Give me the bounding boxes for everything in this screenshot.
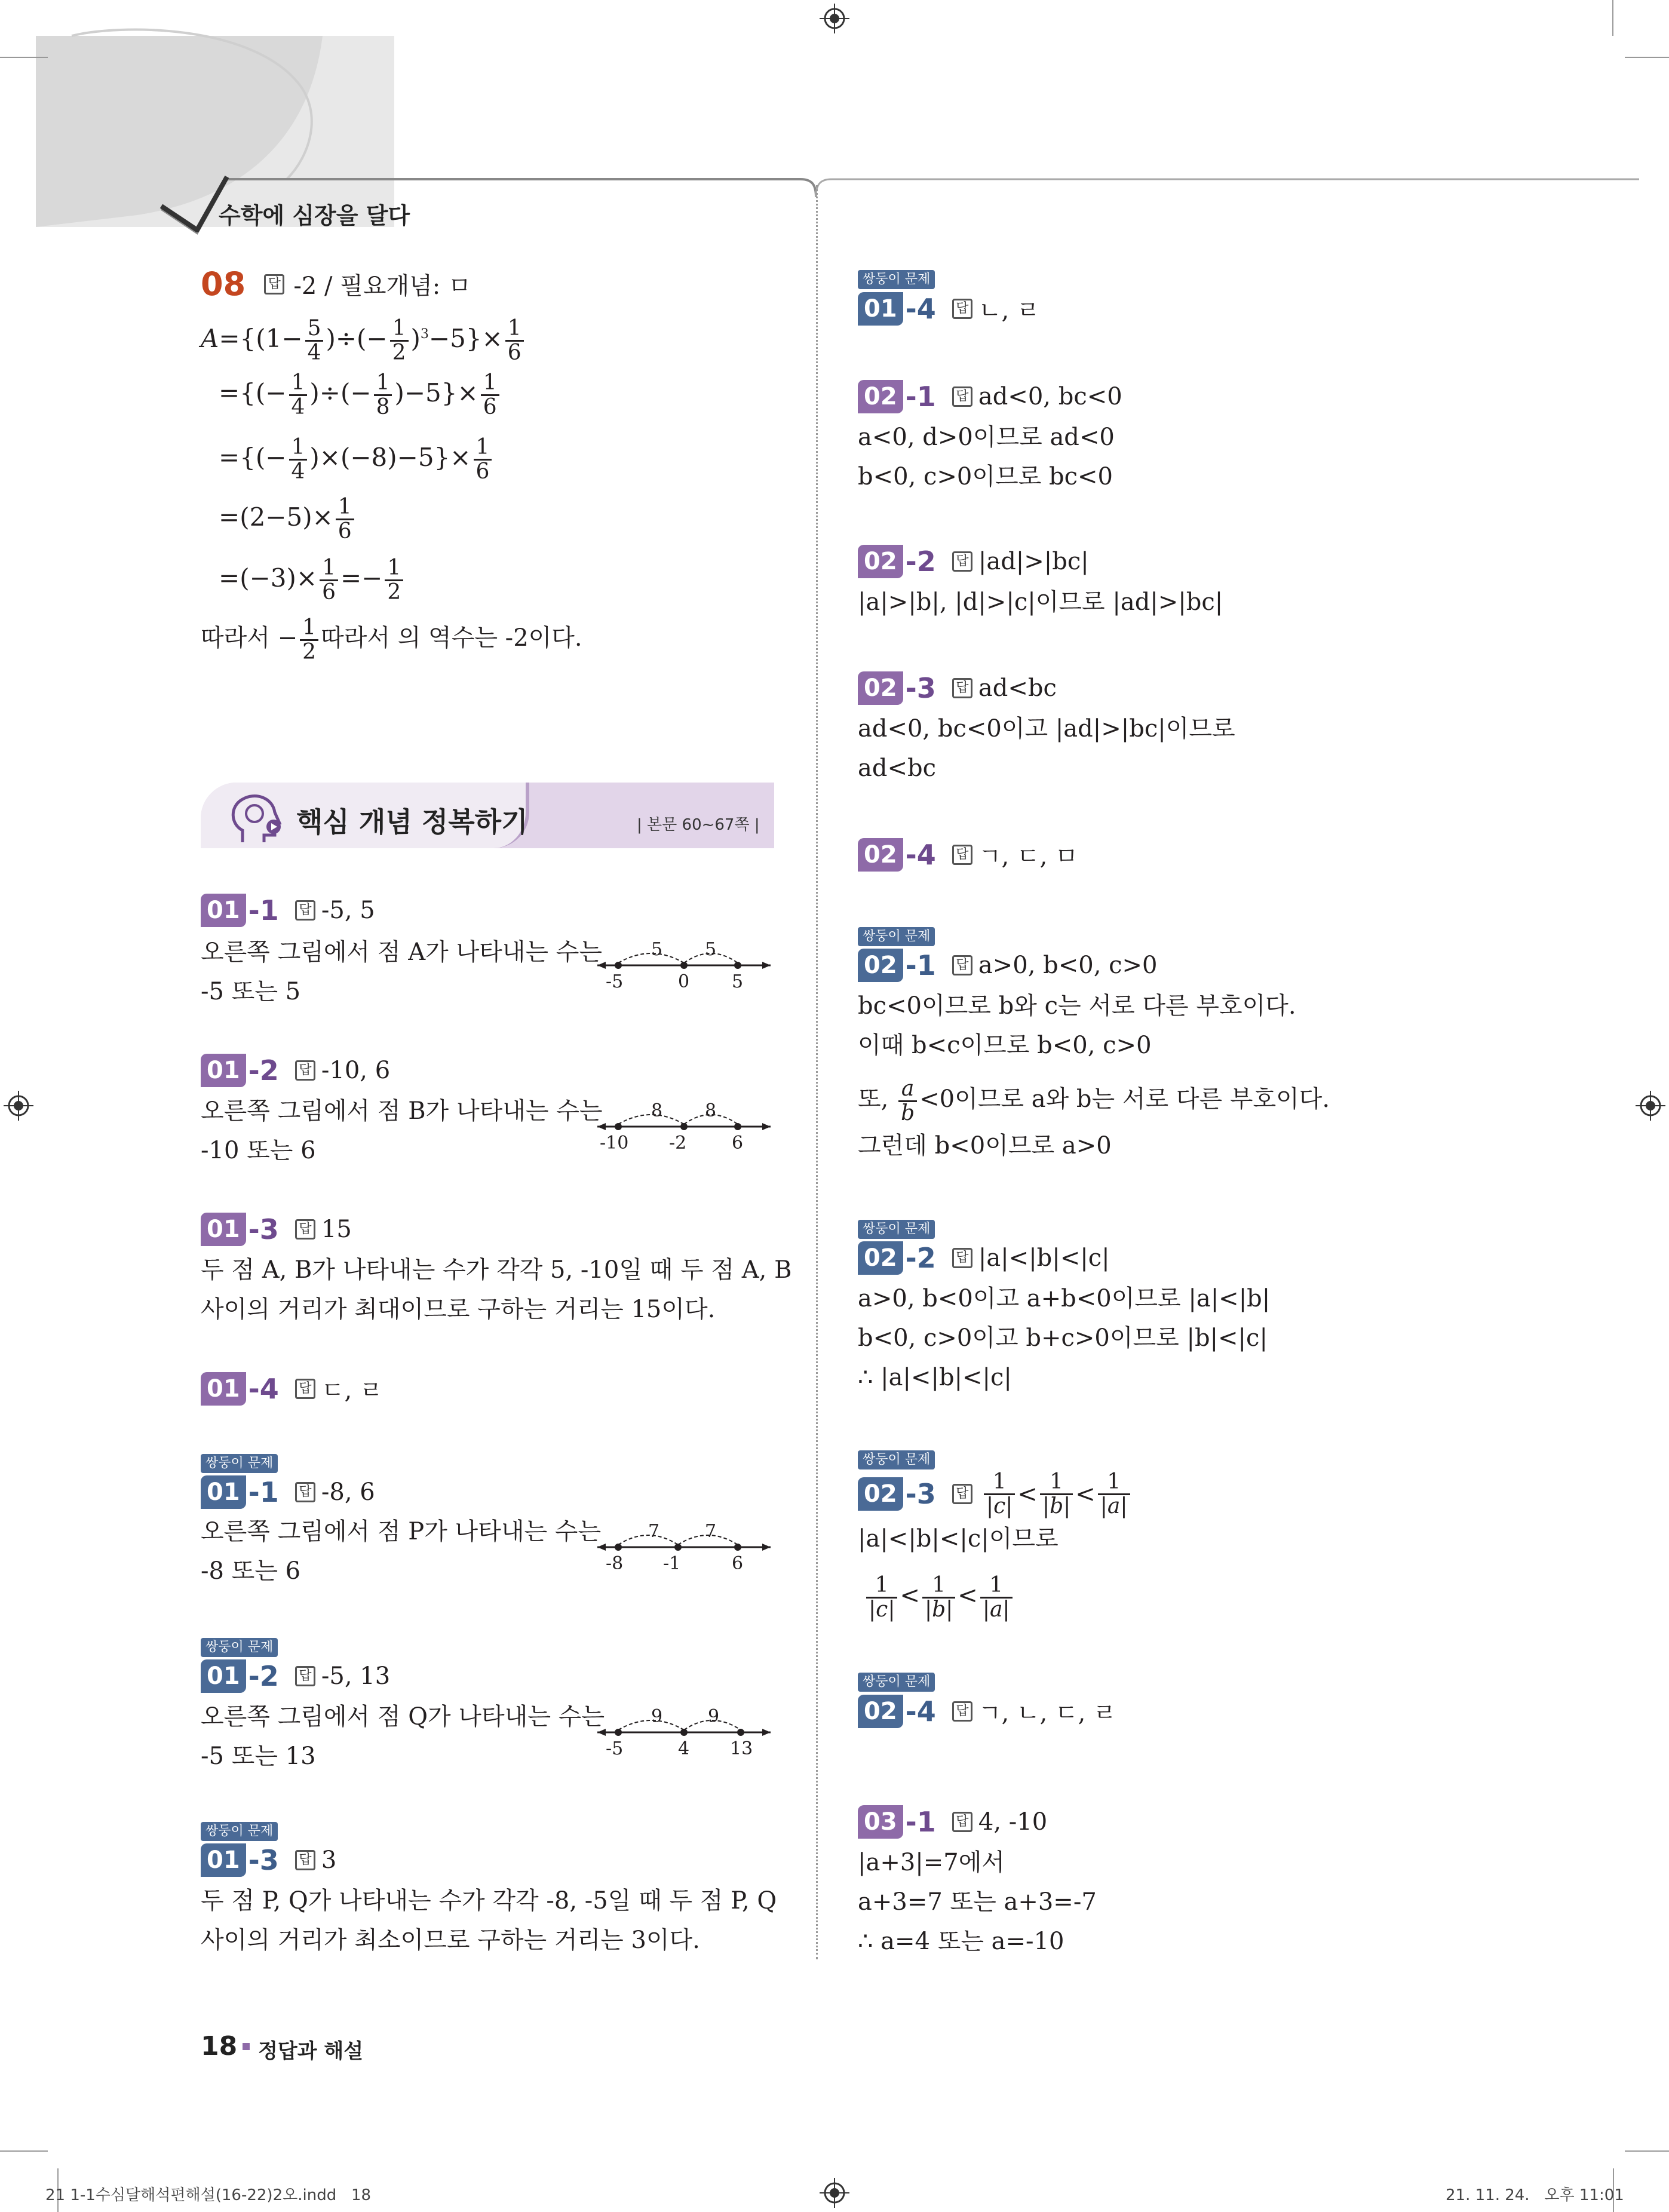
item-text: ∴ a=4 또는 a=-10 (858, 1928, 1064, 1955)
q08-eq-3: ={(− $\frac{1}{4}$ )×(−8)−5}× $\frac{1}{6}$ (219, 434, 494, 483)
item-answer: |a|<|b|<|c| (978, 1244, 1110, 1272)
item-answer: ad<0, bc<0 (978, 383, 1122, 410)
answer-icon: 답 (264, 274, 284, 294)
item-answer: ㄴ, ㄹ (978, 297, 1040, 324)
item-twin-02-3: 02 -3 답 $\frac{1}{|c|}$ < $\frac{1}{|b|}$ < $\frac{1}{|a|}$ (858, 1471, 1133, 1518)
registration-mark-icon (820, 2178, 849, 2208)
brain-head-icon (225, 789, 284, 848)
q08-answer: -2 / 필요개념: ㅁ (293, 272, 471, 300)
item-sub: -3 (905, 672, 936, 704)
item-01-4 (201, 1372, 383, 1407)
item-text: bc<0이므로 b와 c는 서로 다른 부호이다. (858, 992, 1296, 1020)
number-line-tick: 5 (732, 971, 744, 992)
item-sub: -4 (905, 1695, 936, 1728)
item-sub: -1 (905, 1806, 936, 1838)
item-answer: ad<bc (978, 674, 1057, 702)
twin-problem-badge: 쌍둥이 문제 (201, 1454, 278, 1473)
item-twin-02-4 (858, 1694, 1116, 1730)
q08-conclusion-text: 따라서 의 역수는 -2이다. (321, 624, 582, 652)
answer-icon: 답 (295, 1666, 315, 1686)
item-sub: -2 (905, 1242, 936, 1274)
item-badge: 02 (858, 1477, 903, 1511)
item-answer: 15 (321, 1216, 352, 1243)
number-line-q (591, 1702, 777, 1771)
answer-icon: 답 (295, 1482, 315, 1502)
item-answer: -5, 13 (321, 1662, 391, 1690)
item-text: 이때 b<c이므로 b<0, c>0 (858, 1032, 1152, 1059)
item-text: |a|<|b|<|c|이므로 (858, 1525, 1059, 1553)
item-02-4 (858, 837, 1078, 873)
twin-problem-badge: 쌍둥이 문제 (858, 270, 935, 289)
item-badge: 03 (858, 1805, 903, 1839)
item-03-1 (858, 1805, 1047, 1841)
item-text: |a+3|=7에서 (858, 1849, 1005, 1876)
answer-icon: 답 (952, 678, 972, 698)
column-divider (816, 185, 818, 1959)
answer-icon: 답 (295, 1060, 315, 1081)
registration-mark-icon (820, 4, 849, 33)
item-answer: -8, 6 (321, 1478, 375, 1506)
crop-mark (0, 2150, 48, 2152)
item-sub: -1 (905, 381, 936, 413)
number-line-tick: 6 (732, 1133, 744, 1153)
item-text: 오른쪽 그림에서 점 Q가 나타내는 수는 (201, 1703, 605, 1731)
answer-icon: 답 (952, 955, 972, 975)
registration-mark-icon (4, 1091, 33, 1121)
item-text: 두 점 P, Q가 나타내는 수가 각각 -8, -5일 때 두 점 P, Q (201, 1887, 777, 1915)
answer-icon: 답 (295, 1219, 315, 1240)
answer-icon: 답 (952, 845, 972, 865)
item-fraction-line: $\frac{1}{|c|}$ < $\frac{1}{|b|}$ < $\frac{1}{|a|}$ (864, 1563, 1015, 1628)
page-number: 18 (201, 2031, 238, 2061)
item-text: b<0, c>0이므로 bc<0 (858, 463, 1113, 490)
item-text: 오른쪽 그림에서 점 P가 나타내는 수는 (201, 1518, 602, 1545)
item-text: ad<bc (858, 754, 936, 782)
item-sub: -3 (248, 1844, 279, 1876)
number-line-distance: 8 (651, 1100, 663, 1121)
item-02-2 (858, 545, 1089, 581)
item-sub: -2 (905, 545, 936, 578)
item-twin-02-1 (858, 949, 1157, 984)
q08-number: 08 (201, 265, 246, 303)
item-text: 사이의 거리가 최대이므로 구하는 거리는 15이다. (201, 1296, 716, 1323)
section-title: 핵심 개념 정복하기 (296, 806, 528, 838)
file-timestamp: 21. 11. 24. 오후 11:01 (1446, 2186, 1624, 2204)
item-badge: 01 (201, 1659, 246, 1693)
item-badge: 02 (858, 1695, 903, 1728)
item-text: |a|>|b|, |d|>|c|이므로 |ad|>|bc| (858, 588, 1223, 616)
item-text: -5 또는 5 (201, 978, 301, 1005)
item-answer: -10, 6 (321, 1057, 391, 1084)
twin-problem-badge: 쌍둥이 문제 (858, 927, 935, 946)
number-line-a (591, 935, 777, 1004)
q08-eq-2: ={(− $\frac{1}{4}$ )÷(− $\frac{1}{8}$ )−5}× $\frac{1}{6}$ (219, 369, 502, 418)
item-sub: -3 (248, 1213, 279, 1245)
item-text: a+3=7 또는 a+3=-7 (858, 1888, 1097, 1916)
number-line-tick: 4 (678, 1738, 690, 1759)
file-info: 21 1-1수심달해석편해설(16-22)2오.indd 18 (45, 2186, 372, 2204)
section-pages: | 본문 60~67쪽 | (637, 816, 760, 834)
item-sub: -4 (905, 838, 936, 871)
item-sub: -1 (905, 949, 936, 981)
number-line-distance: 5 (651, 939, 663, 960)
item-text: -8 또는 6 (201, 1557, 301, 1585)
footer-bullet-icon (243, 2043, 250, 2050)
item-twin-01-1 (201, 1475, 375, 1511)
item-text: a>0, b<0이고 a+b<0이므로 |a|<|b| (858, 1285, 1271, 1312)
item-badge: 01 (201, 1843, 246, 1877)
number-line-distance: 5 (705, 939, 717, 960)
section-banner (201, 777, 774, 854)
item-badge: 02 (858, 838, 903, 872)
q08-eq-4: =(2−5)× $\frac{1}{6}$ (219, 493, 357, 542)
answer-icon: 답 (295, 1379, 315, 1399)
q08-eq-5: =(−3)× $\frac{1}{6}$ =− $\frac{1}{2}$ (219, 554, 406, 603)
q08-eq-1: A={(1− $\frac{5}{4}$ )÷(− $\frac{1}{2}$ )$^3$−5}× $\frac{1}{6}$ (201, 311, 526, 364)
item-answer: 4, -10 (978, 1808, 1048, 1836)
item-text: 그런데 b<0이므로 a>0 (858, 1132, 1112, 1159)
item-sub: -4 (905, 292, 936, 325)
item-sub: -2 (248, 1054, 279, 1087)
item-text: ad<0, bc<0이고 |ad|>|bc|이므로 (858, 715, 1235, 743)
item-twin-02-2 (858, 1241, 1110, 1277)
number-line-distance: 9 (708, 1706, 720, 1727)
item-badge: 01 (201, 1054, 246, 1087)
twin-problem-badge: 쌍둥이 문제 (858, 1450, 935, 1469)
answer-icon: 답 (952, 386, 972, 407)
item-badge: 02 (858, 1241, 903, 1275)
item-text: a<0, d>0이므로 ad<0 (858, 424, 1115, 451)
answer-icon: 답 (952, 1812, 972, 1832)
answer-icon: 답 (952, 299, 972, 319)
item-badge: 01 (201, 894, 246, 927)
number-line-tick: -2 (669, 1133, 687, 1153)
answer-icon: 답 (295, 1850, 315, 1870)
item-answer: 3 (321, 1846, 337, 1874)
item-text: ∴ |a|<|b|<|c| (858, 1364, 1012, 1391)
item-badge: 02 (858, 949, 903, 982)
twin-problem-badge: 쌍둥이 문제 (858, 1673, 935, 1692)
item-text-rest: <0이므로 a와 b는 서로 다른 부호이다. (919, 1085, 1330, 1113)
twin-problem-badge: 쌍둥이 문제 (201, 1822, 278, 1841)
item-sub: -1 (248, 1476, 279, 1508)
item-sub: -2 (248, 1660, 279, 1692)
answer-icon: 답 (952, 1701, 972, 1722)
crop-mark (1625, 2150, 1669, 2152)
item-badge: 01 (858, 292, 903, 326)
item-answer: ㄱ, ㄷ, ㅁ (978, 843, 1078, 870)
item-badge: 01 (201, 1372, 246, 1406)
item-text: 사이의 거리가 최소이므로 구하는 거리는 3이다. (201, 1926, 700, 1954)
item-badge: 02 (858, 671, 903, 705)
item-01-2 (201, 1054, 390, 1090)
item-answer: ㄷ, ㄹ (321, 1377, 383, 1404)
footer-section-label: 정답과 해설 (258, 2039, 364, 2063)
number-line-p (591, 1517, 777, 1585)
item-badge: 01 (201, 1213, 246, 1246)
number-line-tick: -5 (606, 1738, 624, 1759)
item-sub: -1 (248, 894, 279, 926)
item-text-prefix: 또, (858, 1085, 897, 1113)
item-text: -10 또는 6 (201, 1137, 316, 1164)
answer-icon: 답 (952, 551, 972, 572)
number-line-distance: 8 (705, 1100, 717, 1121)
number-line-distance: 9 (651, 1706, 663, 1727)
item-answer: |ad|>|bc| (978, 548, 1089, 575)
twin-problem-badge: 쌍둥이 문제 (201, 1638, 278, 1657)
item-text: 오른쪽 그림에서 점 A가 나타내는 수는 (201, 938, 603, 966)
number-line-tick: 0 (678, 971, 690, 992)
item-answer: a>0, b<0, c>0 (978, 952, 1158, 979)
q08-conclusion: 따라서 − $\frac{1}{2}$ 따라서 의 역수는 -2이다. (201, 615, 582, 664)
answer-icon: 답 (295, 900, 315, 921)
item-text: b<0, c>0이고 b+c>0이므로 |b|<|c| (858, 1324, 1268, 1352)
item-text: 또, $\frac{a}{b}$ <0이므로 a와 b는 서로 다른 부호이다. (858, 1076, 1330, 1125)
number-line-distance: 7 (705, 1521, 717, 1542)
item-badge: 01 (201, 1475, 246, 1509)
item-02-3 (858, 671, 1057, 707)
number-line-tick: 6 (732, 1553, 744, 1574)
item-sub: -3 (905, 1478, 936, 1511)
number-line-tick: -1 (663, 1553, 681, 1574)
answer-icon: 답 (952, 1248, 972, 1268)
item-twin-01-3 (201, 1843, 336, 1879)
number-line-tick: -8 (606, 1553, 624, 1574)
registration-mark-icon (1636, 1091, 1665, 1121)
item-02-1 (858, 380, 1122, 416)
answer-icon: 답 (952, 1484, 972, 1504)
item-twin-01-4 (858, 292, 1040, 327)
item-answer: -5, 5 (321, 897, 375, 924)
header-logo: 수학에 심장을 달다 (219, 203, 410, 229)
number-line-tick: -5 (606, 971, 624, 992)
twin-problem-badge: 쌍둥이 문제 (858, 1220, 935, 1239)
item-text: 두 점 A, B가 나타내는 수가 각각 5, -10일 때 두 점 A, B (201, 1256, 792, 1284)
item-badge: 02 (858, 380, 903, 413)
number-line-distance: 7 (648, 1521, 660, 1542)
item-01-3 (201, 1213, 352, 1248)
q08-header (201, 265, 471, 301)
number-line-b (591, 1097, 777, 1165)
item-badge: 02 (858, 545, 903, 578)
number-line-tick: 13 (730, 1738, 753, 1759)
item-text: 오른쪽 그림에서 점 B가 나타내는 수는 (201, 1097, 603, 1125)
item-01-1 (201, 894, 375, 929)
item-text: -5 또는 13 (201, 1742, 316, 1770)
item-answer: ㄱ, ㄴ, ㄷ, ㄹ (978, 1699, 1116, 1727)
item-twin-01-2 (201, 1659, 390, 1695)
item-sub: -4 (248, 1372, 279, 1405)
number-line-tick: -10 (600, 1133, 629, 1153)
